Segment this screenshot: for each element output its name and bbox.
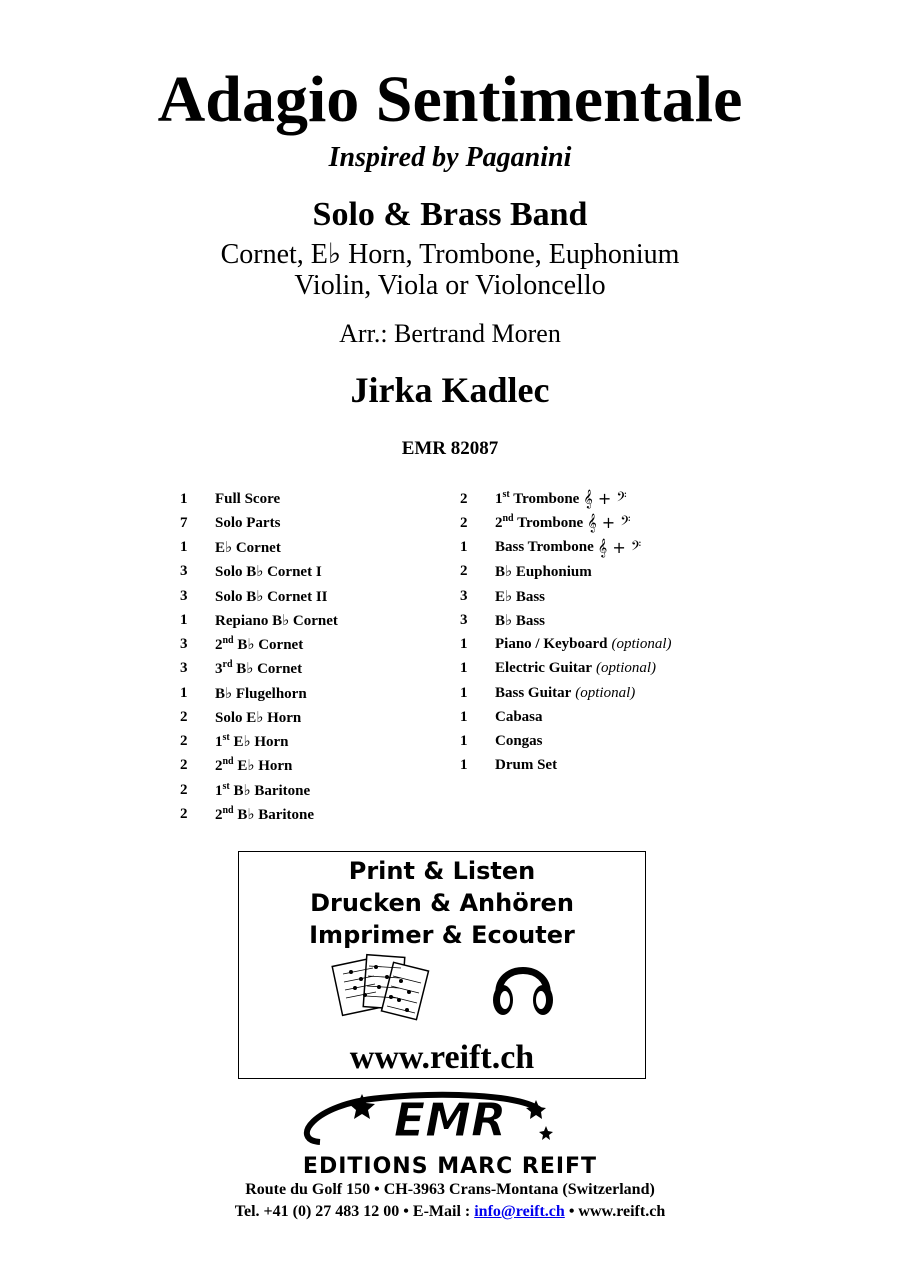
sheet-music-icon bbox=[331, 952, 431, 1024]
part-label: Drum Set bbox=[495, 757, 558, 774]
part-quantity: 3 bbox=[460, 611, 468, 628]
part-ordinal-suffix: nd bbox=[222, 804, 234, 816]
part-quantity: 2 bbox=[460, 514, 468, 531]
part-label: B♭ Baritone bbox=[229, 782, 311, 799]
part-row bbox=[180, 730, 338, 754]
part-name bbox=[215, 611, 338, 630]
address: Route du Golf 150 • CH-3963 Crans-Montana (Switzerland) bbox=[245, 1181, 655, 1198]
part-name bbox=[215, 538, 281, 557]
part-quantity: 2 bbox=[460, 563, 468, 580]
part-quantity: 2 bbox=[460, 490, 468, 507]
part-ordinal: 2 bbox=[215, 806, 223, 823]
part-row bbox=[180, 802, 338, 826]
part-name bbox=[215, 491, 280, 508]
part-row bbox=[460, 705, 672, 729]
part-ordinal-suffix: rd bbox=[222, 659, 233, 671]
part-quantity: 1 bbox=[460, 636, 468, 653]
part-name bbox=[495, 562, 592, 581]
part-name bbox=[495, 587, 545, 606]
part-row bbox=[180, 536, 338, 560]
emr-logo-text: EMR bbox=[393, 1093, 507, 1147]
part-label: Solo B♭ Cornet I bbox=[215, 564, 322, 581]
part-label: Trombone bbox=[509, 490, 580, 507]
part-row bbox=[460, 584, 672, 608]
part-label: Bass Guitar bbox=[495, 684, 572, 701]
part-row bbox=[180, 487, 338, 511]
part-row bbox=[460, 754, 672, 778]
telephone: Tel. +41 (0) 27 483 12 00 • E-Mail : bbox=[234, 1203, 475, 1220]
part-quantity: 2 bbox=[180, 708, 188, 725]
subtitle: Inspired by Paganini bbox=[328, 142, 572, 173]
part-ordinal: 3 bbox=[215, 661, 223, 678]
part-label: Cabasa bbox=[495, 708, 543, 725]
part-quantity: 3 bbox=[180, 587, 188, 604]
part-quantity: 1 bbox=[460, 757, 468, 774]
part-name bbox=[215, 805, 314, 824]
part-quantity: 3 bbox=[180, 660, 188, 677]
part-name bbox=[215, 635, 303, 654]
part-ordinal-suffix: st bbox=[222, 732, 230, 744]
parts-list-left bbox=[180, 487, 338, 827]
part-label: B♭ Flugelhorn bbox=[215, 685, 307, 702]
part-name bbox=[215, 708, 301, 727]
clef-icon: 𝄞 + 𝄢 bbox=[583, 489, 627, 509]
part-row bbox=[180, 584, 338, 608]
part-quantity: 3 bbox=[180, 636, 188, 653]
part-row bbox=[460, 560, 672, 584]
part-quantity: 1 bbox=[180, 490, 188, 507]
part-label: Solo Parts bbox=[215, 514, 281, 531]
part-name bbox=[495, 757, 557, 774]
part-ordinal-suffix: nd bbox=[222, 635, 234, 647]
part-ordinal: 1 bbox=[215, 734, 223, 751]
promo-line-3: Imprimer & Ecouter bbox=[309, 921, 575, 949]
part-quantity: 7 bbox=[180, 514, 188, 531]
arranger: Arr.: Bertrand Moren bbox=[339, 319, 561, 348]
part-name bbox=[495, 660, 592, 677]
part-name bbox=[495, 488, 580, 508]
part-label: Piano / Keyboard bbox=[495, 636, 608, 653]
part-quantity: 1 bbox=[180, 611, 188, 628]
part-ordinal: 2 bbox=[215, 758, 223, 775]
part-name bbox=[215, 587, 328, 606]
part-row bbox=[460, 633, 672, 657]
part-row bbox=[180, 754, 338, 778]
part-label: Full Score bbox=[215, 490, 281, 507]
part-quantity: 1 bbox=[460, 660, 468, 677]
part-row bbox=[460, 511, 672, 535]
publisher-name: EDITIONS MARC REIFT bbox=[302, 1154, 598, 1179]
part-name bbox=[215, 781, 310, 800]
part-row bbox=[180, 657, 338, 681]
part-quantity: 2 bbox=[180, 781, 188, 798]
part-quantity: 3 bbox=[180, 563, 188, 580]
catalog-number: EMR 82087 bbox=[401, 438, 499, 459]
part-ordinal-suffix: st bbox=[502, 488, 510, 500]
part-row bbox=[460, 657, 672, 681]
part-row bbox=[180, 681, 338, 705]
part-row bbox=[460, 608, 672, 632]
part-name bbox=[215, 756, 292, 775]
part-row bbox=[180, 511, 338, 535]
promo-url[interactable]: www.reift.ch bbox=[349, 1039, 535, 1076]
part-row bbox=[460, 681, 672, 705]
optional-note: (optional) bbox=[611, 636, 672, 653]
print-listen-box bbox=[238, 851, 646, 1079]
part-label: B♭ Bass bbox=[495, 612, 546, 629]
part-name bbox=[215, 562, 322, 581]
optional-note: (optional) bbox=[575, 684, 636, 701]
part-label: B♭ Baritone bbox=[233, 806, 315, 823]
part-label: E♭ Horn bbox=[233, 758, 293, 775]
part-label: Solo E♭ Horn bbox=[215, 709, 302, 726]
part-label: E♭ Horn bbox=[229, 734, 289, 751]
part-label: Trombone bbox=[513, 514, 584, 531]
part-quantity: 1 bbox=[180, 684, 188, 701]
part-name bbox=[495, 512, 584, 532]
part-row bbox=[180, 778, 338, 802]
title: Adagio Sentimentale bbox=[157, 63, 743, 136]
part-label: Solo B♭ Cornet II bbox=[215, 588, 328, 605]
part-name bbox=[495, 636, 608, 653]
part-quantity: 2 bbox=[180, 733, 188, 750]
parts-list-right bbox=[460, 487, 672, 778]
part-name bbox=[215, 515, 280, 532]
promo-line-1: Print & Listen bbox=[348, 857, 536, 885]
headphones-icon bbox=[491, 952, 555, 1024]
part-ordinal-suffix: nd bbox=[222, 756, 234, 768]
promo-line-2: Drucken & Anhören bbox=[310, 889, 574, 917]
instruments-line-2: Violin, Viola or Violoncello bbox=[294, 270, 606, 301]
part-label: Congas bbox=[495, 733, 543, 750]
part-label: E♭ Bass bbox=[495, 588, 546, 605]
part-label: B♭ Euphonium bbox=[495, 564, 592, 581]
part-quantity: 1 bbox=[460, 708, 468, 725]
part-ordinal: 1 bbox=[495, 490, 503, 507]
part-ordinal-suffix: nd bbox=[502, 512, 514, 524]
optional-note: (optional) bbox=[596, 660, 657, 677]
part-quantity: 1 bbox=[460, 733, 468, 750]
part-label: B♭ Cornet bbox=[232, 661, 303, 678]
contact-line bbox=[0, 1202, 900, 1222]
part-ordinal: 2 bbox=[495, 514, 503, 531]
part-name bbox=[215, 684, 307, 703]
instruments-line-1: Cornet, E♭ Horn, Trombone, Euphonium bbox=[220, 239, 680, 270]
part-quantity: 1 bbox=[460, 539, 468, 556]
composer: Jirka Kadlec bbox=[350, 370, 550, 410]
part-label: Electric Guitar bbox=[495, 660, 593, 677]
part-row bbox=[460, 536, 672, 560]
part-quantity: 1 bbox=[460, 684, 468, 701]
part-quantity: 2 bbox=[180, 757, 188, 774]
part-quantity: 3 bbox=[460, 587, 468, 604]
part-name bbox=[495, 733, 543, 750]
part-label: Bass Trombone bbox=[495, 539, 594, 556]
part-name bbox=[215, 659, 302, 678]
part-row bbox=[180, 560, 338, 584]
part-name bbox=[215, 732, 288, 751]
part-ordinal-suffix: st bbox=[222, 780, 230, 792]
part-row bbox=[180, 633, 338, 657]
part-row bbox=[180, 705, 338, 729]
part-ordinal: 2 bbox=[215, 637, 223, 654]
part-row bbox=[460, 487, 672, 511]
email-link[interactable]: info@reift.ch bbox=[474, 1203, 565, 1220]
part-quantity: 1 bbox=[180, 539, 188, 556]
part-name bbox=[495, 709, 543, 726]
clef-icon: 𝄞 + 𝄢 bbox=[587, 513, 631, 533]
web-address[interactable]: • www.reift.ch bbox=[564, 1203, 666, 1220]
part-quantity: 2 bbox=[180, 805, 188, 822]
part-name bbox=[495, 539, 594, 556]
part-name bbox=[495, 611, 545, 630]
part-ordinal: 1 bbox=[215, 782, 223, 799]
emr-logo-icon bbox=[250, 1090, 650, 1150]
ensemble: Solo & Brass Band bbox=[312, 196, 588, 233]
clef-icon: 𝄞 + 𝄢 bbox=[597, 537, 642, 557]
part-row bbox=[180, 608, 338, 632]
part-name bbox=[495, 685, 571, 702]
part-label: Repiano B♭ Cornet bbox=[215, 612, 338, 629]
part-label: B♭ Cornet bbox=[233, 637, 304, 654]
part-label: E♭ Cornet bbox=[215, 540, 281, 557]
part-row bbox=[460, 730, 672, 754]
